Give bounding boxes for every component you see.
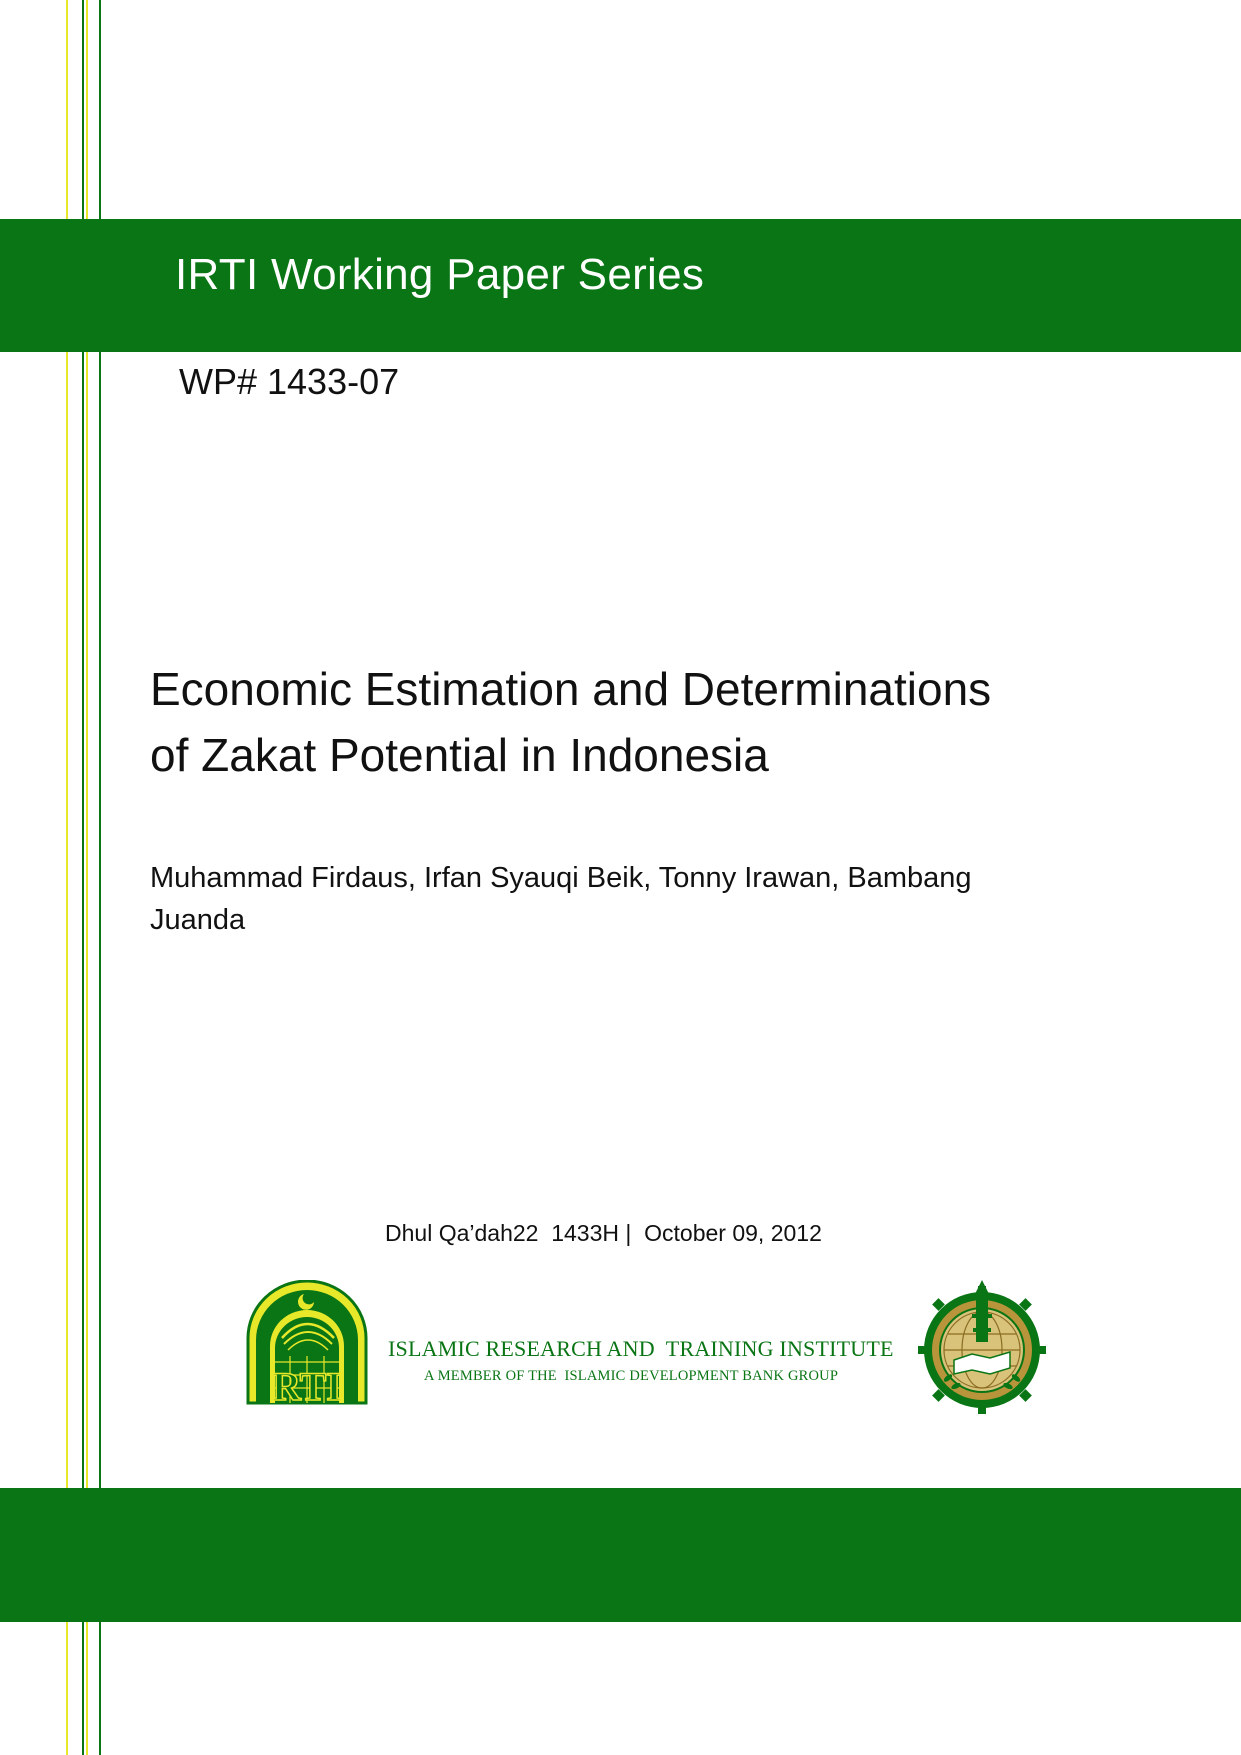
institute-name: ISLAMIC RESEARCH AND TRAINING INSTITUTE xyxy=(388,1336,894,1361)
irti-logo-icon xyxy=(242,1280,372,1405)
paper-title xyxy=(150,656,1150,788)
publication-date: Dhul Qa’dah22 1433H | October 09, 2012 xyxy=(385,1220,822,1246)
series-title: IRTI Working Paper Series xyxy=(175,250,705,299)
authors-line-1: Muhammad Firdaus, Irfan Syauqi Beik, Tonny Irawan, Bambang xyxy=(150,862,972,894)
paper-title-line-1: Economic Estimation and Determinations xyxy=(150,663,992,715)
authors-line-2: Juanda xyxy=(150,904,246,936)
idb-logo-icon xyxy=(912,1278,1052,1418)
footer-band xyxy=(0,1488,1241,1622)
paper-title-line-2: of Zakat Potential in Indonesia xyxy=(150,729,769,781)
authors xyxy=(150,857,1050,941)
working-paper-number: WP# 1433-07 xyxy=(179,361,400,402)
institute-subtitle: A MEMBER OF THE ISLAMIC DEVELOPMENT BANK GROUP xyxy=(424,1368,839,1384)
svg-text:RTI: RTI xyxy=(272,1364,342,1405)
